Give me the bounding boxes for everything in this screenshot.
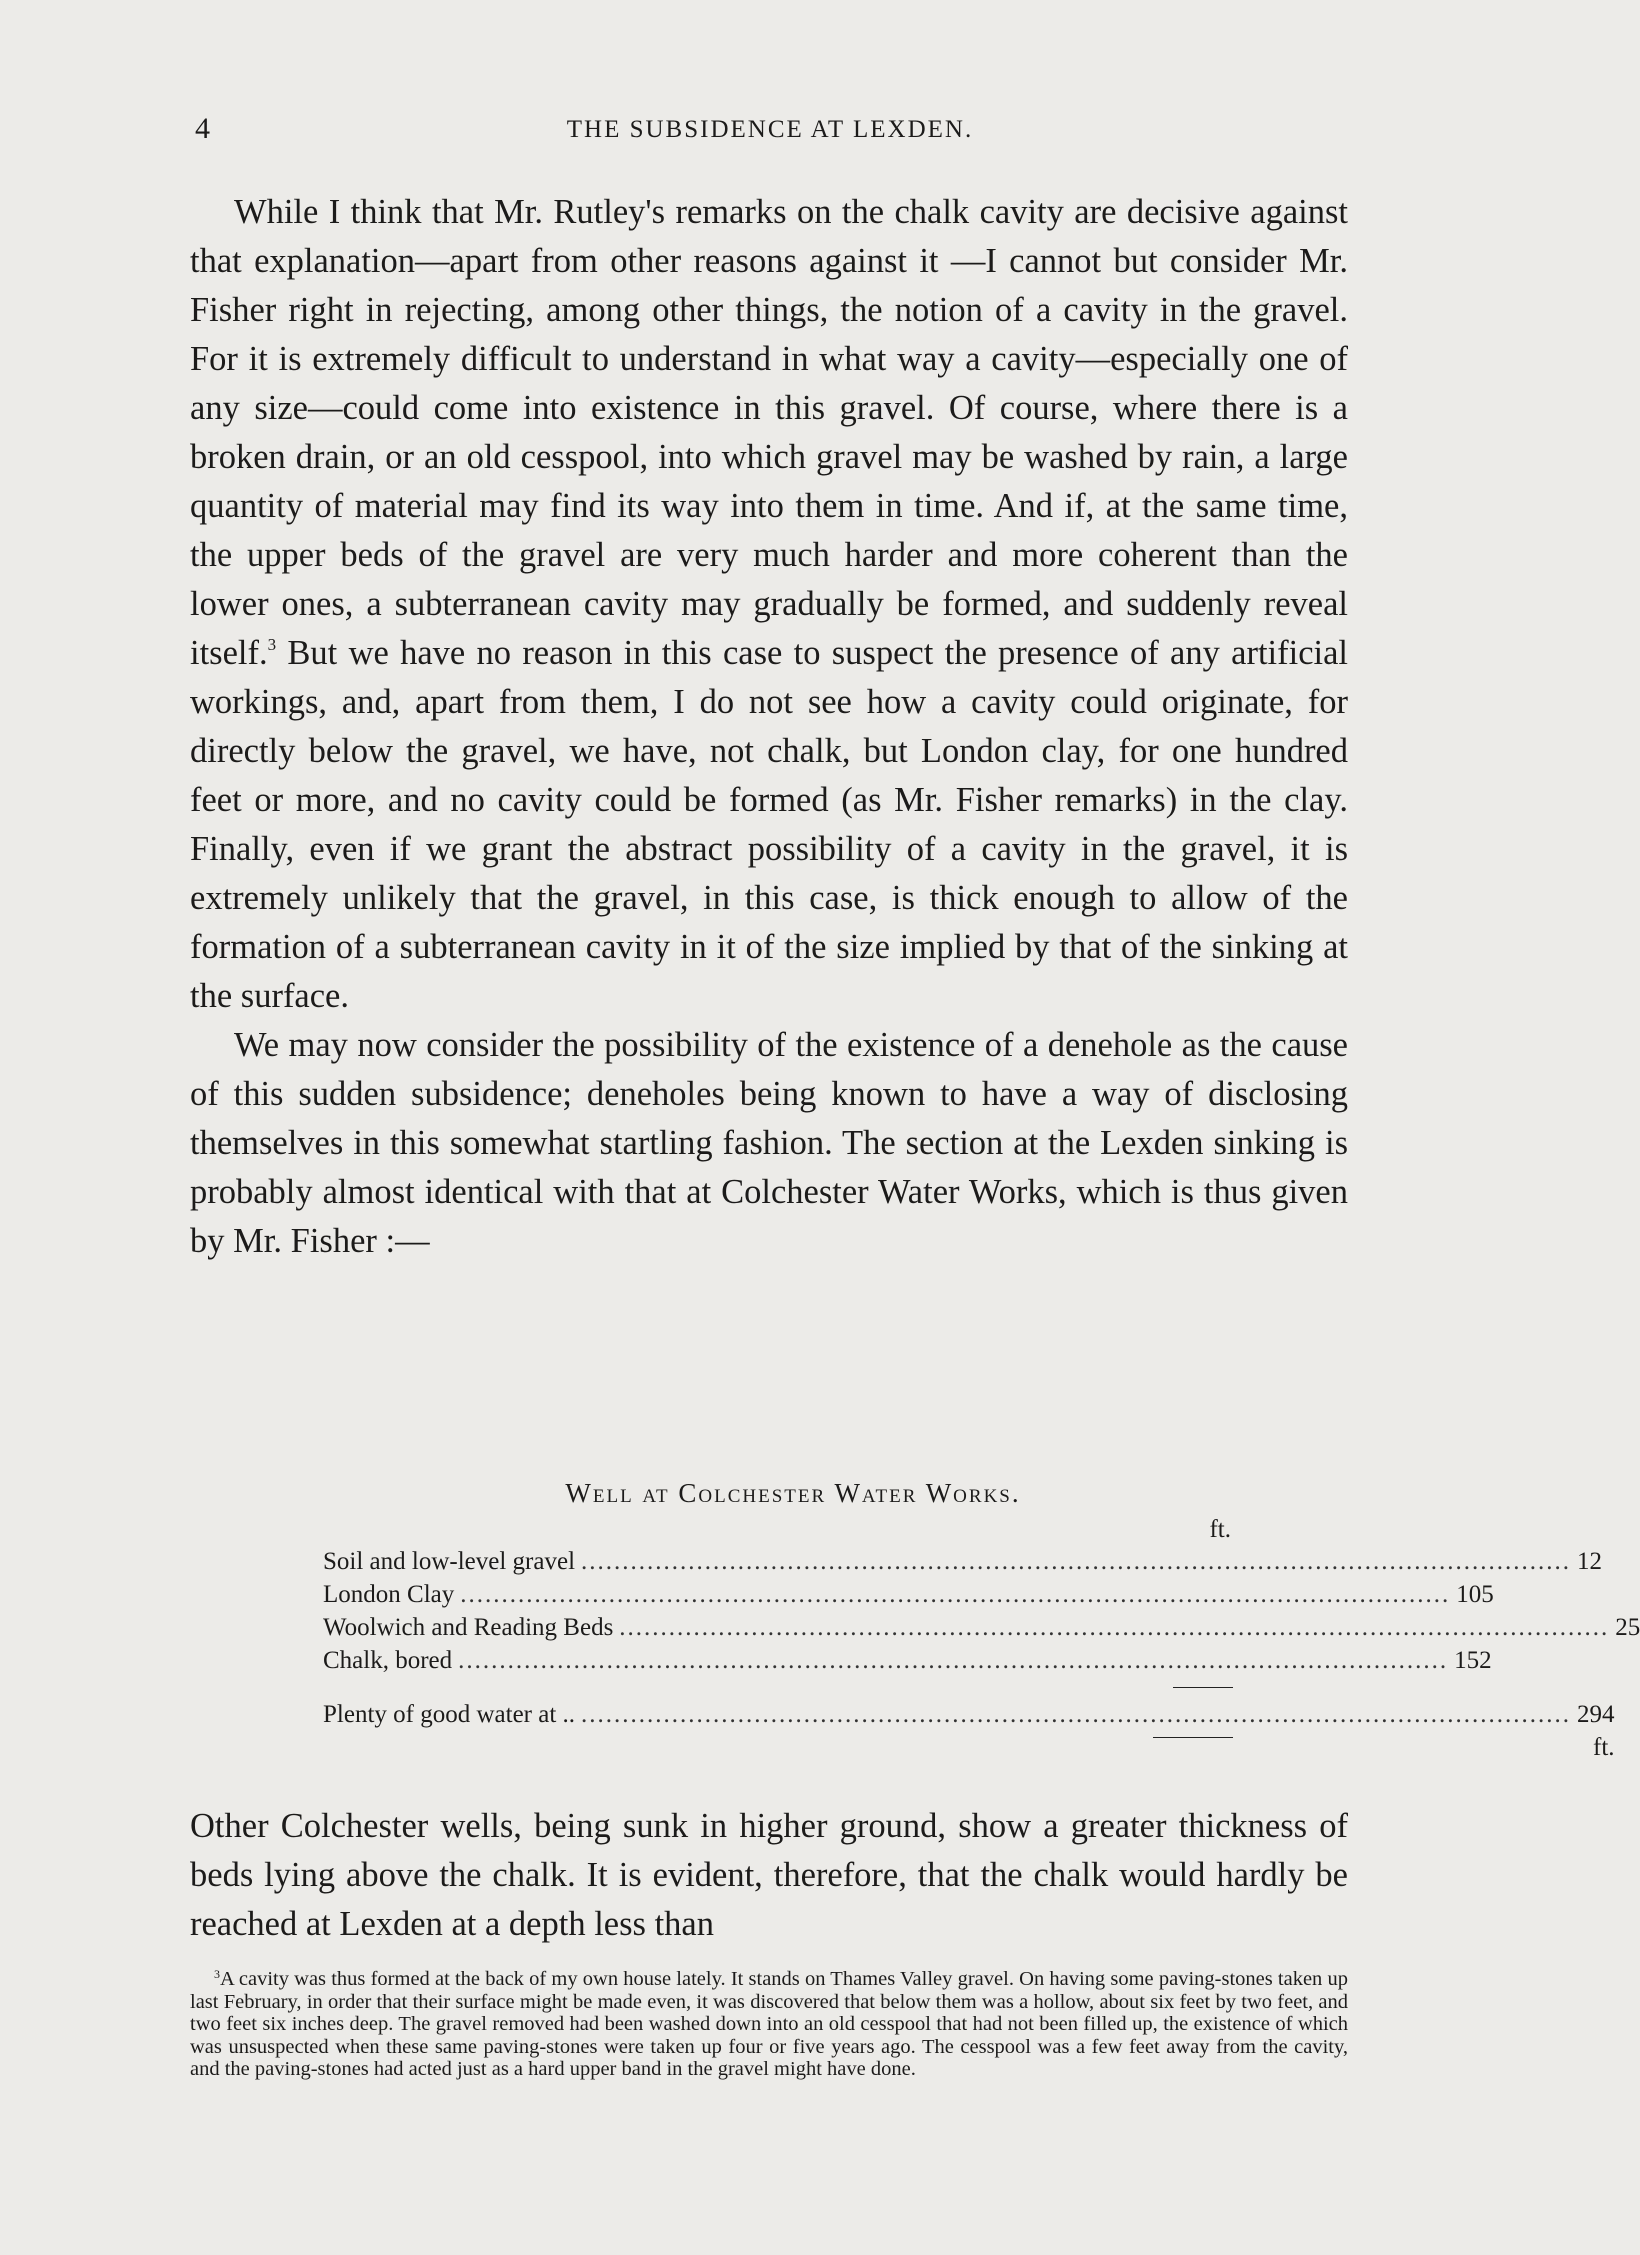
well-section-table <box>323 1478 1640 1761</box>
table-row <box>323 1611 1640 1644</box>
total-rule <box>1153 1737 1233 1738</box>
dot-leader: ........................................................................................................................ <box>581 1548 1572 1575</box>
sum-rule <box>1173 1687 1233 1688</box>
page-number: 4 <box>195 112 210 145</box>
row-label: Soil and low-level gravel <box>323 1548 576 1575</box>
paragraph: Other Colchester wells, being sunk in higher ground, show a greater thickness of beds lying above the chalk. It is evident, therefore, that the chalk would hardly be reached at Lexden at a depth less than <box>190 1807 1348 1943</box>
dot-leader: ........................................................................................................................ <box>460 1581 1451 1608</box>
footnote <box>190 1968 1348 2081</box>
paragraph-text: While I think that Mr. Rutley's remarks on the chalk cavity are decisive against that explanation—apart from other reasons against it —I cannot but consider Mr. Fisher right in rejecting, among other things, the notion of a cavity in the gravel. For it is extremely difficult to understand in what way a cavity—especially one of any size—could come into existence in this gravel. Of course, where there is a broken drain, or an old cesspool, into which gravel may be washed by rain, a large quantity of material may find its way into them in time. And if, at the same time, the upper beds of the gravel are very much harder and more coherent than the lower ones, a subterranean cavity may gradually be formed, and suddenly reveal itself. <box>190 193 1348 672</box>
table-row <box>323 1644 1492 1677</box>
table-row <box>323 1578 1494 1611</box>
row-value: 25 <box>1615 1614 1640 1641</box>
dot-leader: ........................................................................................................................ <box>581 1701 1572 1728</box>
paragraph: We may now consider the possibility of the existence of a denehole as the cause of this sudden subsidence; deneholes being known to have a way of disclosing themselves in this somewhat startling fashion. The section at the Lexden sinking is probably almost identical with that at Colchester Water Works, which is thus given by Mr. Fisher :— <box>190 1026 1348 1260</box>
dot-leader: ........................................................................................................................ <box>458 1647 1449 1674</box>
main-text <box>190 188 1348 1266</box>
row-value: 152 <box>1454 1647 1492 1674</box>
table-row <box>323 1545 1603 1578</box>
footnote-reference: 3 <box>267 635 277 654</box>
dot-leader: ........................................................................................................................ <box>619 1614 1610 1641</box>
total-label: Plenty of good water at .. <box>323 1701 576 1728</box>
footnote-paragraph <box>190 1968 1348 2081</box>
row-label: Chalk, bored <box>323 1647 453 1674</box>
row-label: Woolwich and Reading Beds <box>323 1614 614 1641</box>
row-label: London Clay <box>323 1581 455 1608</box>
total-row <box>323 1698 1615 1761</box>
unit-label: ft. <box>1209 1516 1231 1543</box>
main-text-continued <box>190 1802 1348 1949</box>
running-title: THE SUBSIDENCE AT LEXDEN. <box>566 116 974 143</box>
running-header <box>195 112 1345 152</box>
row-value: 105 <box>1456 1581 1494 1608</box>
total-value: 294 ft. <box>1577 1701 1615 1761</box>
paragraph <box>190 188 1348 1021</box>
table-title: Well at Colchester Water Works. <box>565 1478 1021 1508</box>
footnote-marker: 3 <box>214 1967 220 1981</box>
footnote-text: A cavity was thus formed at the back of my own house lately. It stands on Thames Valley gravel. On having some paving-stones taken up last February, in order that their surface might be made even, it was discovered that below them was a hollow, about six feet by two feet, and two feet six inches deep. The gravel removed had been washed down into an old cesspool that had not been filled up, the existence of which was unsuspected when these same paving-stones were taken up four or five years ago. The cesspool was a few feet away from the cavity, and the paving-stones had acted just as a hard upper band in the gravel might have done. <box>190 1968 1348 2080</box>
row-value: 12 <box>1577 1548 1603 1575</box>
paragraph-text: But we have no reason in this case to suspect the presence of any artificial workings, and, apart from them, I do not see how a cavity could originate, for directly below the gravel, we have, not chalk, but London clay, for one hundred feet or more, and no cavity could be formed (as Mr. Fisher remarks) in the clay. Finally, even if we grant the abstract possibility of a cavity in the gravel, it is extremely unlikely that the gravel, in this case, is thick enough to allow of the formation of a subterranean cavity in it of the size implied by that of the sinking at the surface. <box>190 634 1349 1015</box>
